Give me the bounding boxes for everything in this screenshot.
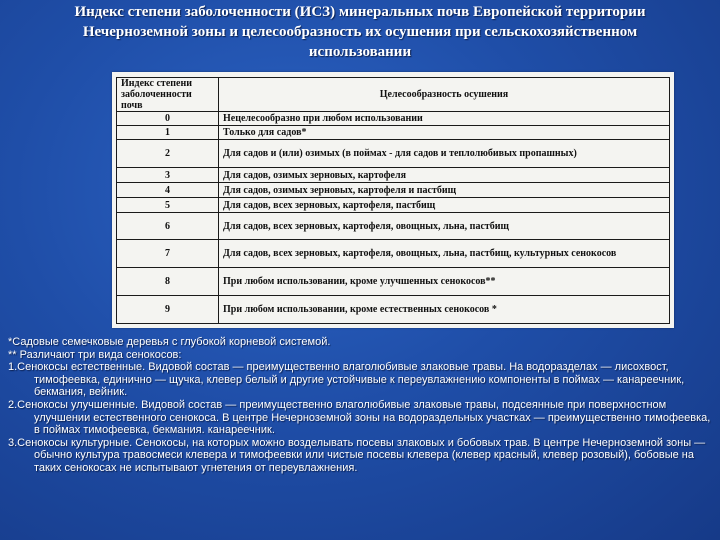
table-row	[117, 198, 670, 213]
table-row	[117, 267, 670, 295]
row-index: 4	[117, 183, 219, 198]
scanned-table-image	[112, 72, 674, 328]
footnote-natural-hayfields: 1.Сенокосы естественные. Видовой состав — преимущественно влаголюбивые злаковые травы. На водоразделах — лисохвост, тимофеевка, единично — щучка, клевер белый и другие устойчивые к переувлажнению компоненты в поймах — канареечник, бекмания, вейник.	[8, 361, 685, 399]
table-row	[117, 168, 670, 183]
row-text: Только для садов*	[219, 126, 670, 140]
table-row	[117, 183, 670, 198]
slide-title	[0, 2, 720, 62]
row-text: Для садов и (или) озимых (в поймах - для садов и теплолюбивых пропашных)	[219, 140, 670, 168]
title-line-3: использовании	[308, 44, 412, 60]
row-index: 0	[117, 112, 219, 126]
row-index: 3	[117, 168, 219, 183]
row-index: 6	[117, 213, 219, 239]
table-header-row	[117, 78, 670, 112]
footnote-hayfields-intro: ** Различают три вида сенокосов:	[8, 348, 182, 361]
footnote-cultivated-hayfields: 3.Сенокосы культурные. Сенокосы, на которых можно возделывать посевы злаковых и бобовых трав. В центре Нечерноземной зоны — обычно культура травосмеси клевера и тимофеевки или чистые посевы клевера (клевер красный, клевер розовый), бобовые на таких сенокосах не испытывают угнетения от переувлажнения.	[8, 436, 706, 474]
row-text: Для садов, всех зерновых, картофеля, овощных, льна, пастбищ, культурных сенокосов	[219, 239, 670, 267]
footnote-improved-hayfields: 2.Сенокосы улучшенные. Видовой состав — преимущественно влаголюбивые злаковые травы, подсеянные при поверхностном улучшении естественного сенокоса. В центре Нечерноземной зоны на водораздельных участках — преимущественно тимофеевка, в поймах тимофеевка, бекмания. канареечник.	[8, 398, 711, 437]
row-text: Для садов, озимых зерновых, картофеля	[219, 168, 670, 183]
row-index: 7	[117, 239, 219, 267]
row-index: 1	[117, 126, 219, 140]
row-index: 9	[117, 295, 219, 323]
header-expediency: Целесообразность осушения	[219, 78, 670, 112]
title-line-1: Индекс степени заболоченности (ИСЗ) минеральных почв Европейской территории	[74, 4, 646, 20]
row-text: Для садов, всех зерновых, картофеля, пастбищ	[219, 198, 670, 213]
wetness-index-table	[116, 77, 670, 324]
footnotes	[8, 336, 714, 475]
header-index: Индекс степени заболоченности почв	[117, 78, 219, 112]
table-row	[117, 295, 670, 323]
row-index: 5	[117, 198, 219, 213]
row-index: 2	[117, 140, 219, 168]
row-text: При любом использовании, кроме улучшенных сенокосов**	[219, 267, 670, 295]
table-row	[117, 140, 670, 168]
title-line-2: Нечерноземной зоны и целесообразность их осушения при сельскохозяйственном	[82, 24, 638, 40]
table-row	[117, 112, 670, 126]
row-index: 8	[117, 267, 219, 295]
row-text: Для садов, озимых зерновых, картофеля и пастбищ	[219, 183, 670, 198]
row-text: Нецелесообразно при любом использовании	[219, 112, 670, 126]
row-text: Для садов, всех зерновых, картофеля, овощных, льна, пастбищ	[219, 213, 670, 239]
row-text: При любом использовании, кроме естественных сенокосов *	[219, 295, 670, 323]
table-row	[117, 126, 670, 140]
table-row	[117, 213, 670, 239]
footnote-gardens: *Садовые семечковые деревья с глубокой корневой системой.	[8, 336, 331, 348]
table-row	[117, 239, 670, 267]
